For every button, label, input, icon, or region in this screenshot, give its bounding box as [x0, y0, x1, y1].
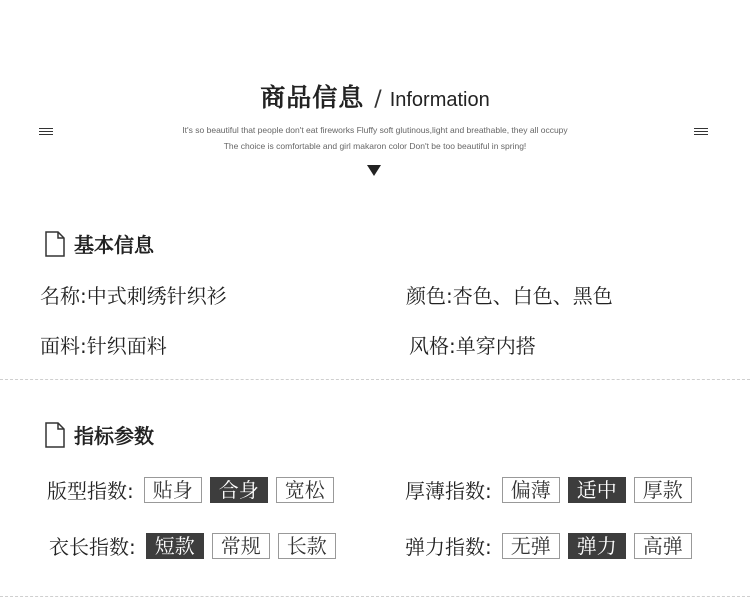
option-thickness-2: 厚款 [634, 477, 692, 503]
option-fit-1: 合身 [210, 477, 268, 503]
option-fit-2: 宽松 [276, 477, 334, 503]
name-row [40, 280, 227, 309]
option-thickness-0: 偏薄 [502, 477, 560, 503]
color-value: 杏色、白色、黑色 [452, 284, 613, 308]
metric-thickness [405, 475, 700, 504]
color-row [406, 280, 613, 309]
style-value: 单穿内搭 [455, 334, 536, 358]
section-title-basic-info [44, 229, 154, 258]
down-triangle-icon [367, 165, 381, 176]
option-elasticity-0: 无弹 [502, 533, 560, 559]
title-slash: / [374, 87, 382, 112]
style-row [409, 330, 536, 359]
option-thickness-1: 适中 [568, 477, 626, 503]
option-length-2: 长款 [278, 533, 336, 559]
metric-label: 弹力指数: [405, 535, 492, 559]
metric-length [49, 531, 344, 560]
metric-label: 衣长指数: [49, 535, 136, 559]
section-title-text: 指标参数 [74, 424, 154, 448]
name-label: 名称: [40, 284, 87, 308]
section-divider [0, 379, 750, 380]
option-fit-0: 贴身 [144, 477, 202, 503]
option-length-1: 常规 [212, 533, 270, 559]
section-divider [0, 596, 750, 597]
metric-elasticity [405, 531, 700, 560]
metric-label: 厚薄指数: [405, 479, 492, 503]
option-length-0: 短款 [146, 533, 204, 559]
section-title-text: 基本信息 [74, 233, 154, 257]
name-value: 中式刺绣针织衫 [86, 284, 227, 308]
fabric-row [40, 330, 167, 359]
fabric-label: 面料: [40, 334, 87, 358]
subtitle-line-1: It's so beautiful that people don't eat fireworks Fluffy soft glutinous,light and breathable, they all occupy [182, 125, 568, 135]
title-chinese: 商品信息 [260, 83, 365, 112]
subtitle-line-2: The choice is comfortable and girl makaron color Don't be too beautiful in spring! [223, 141, 527, 151]
section-title-metrics [44, 420, 154, 449]
color-label: 颜色: [406, 284, 453, 308]
document-icon [44, 422, 66, 448]
metric-fit [47, 475, 342, 504]
document-icon [44, 231, 66, 257]
title-english: Information [389, 89, 490, 111]
page-title [0, 78, 750, 114]
fabric-value: 针织面料 [86, 334, 167, 358]
option-elasticity-2: 高弹 [634, 533, 692, 559]
style-label: 风格: [409, 334, 456, 358]
option-elasticity-1: 弹力 [568, 533, 626, 559]
metric-label: 版型指数: [47, 479, 134, 503]
